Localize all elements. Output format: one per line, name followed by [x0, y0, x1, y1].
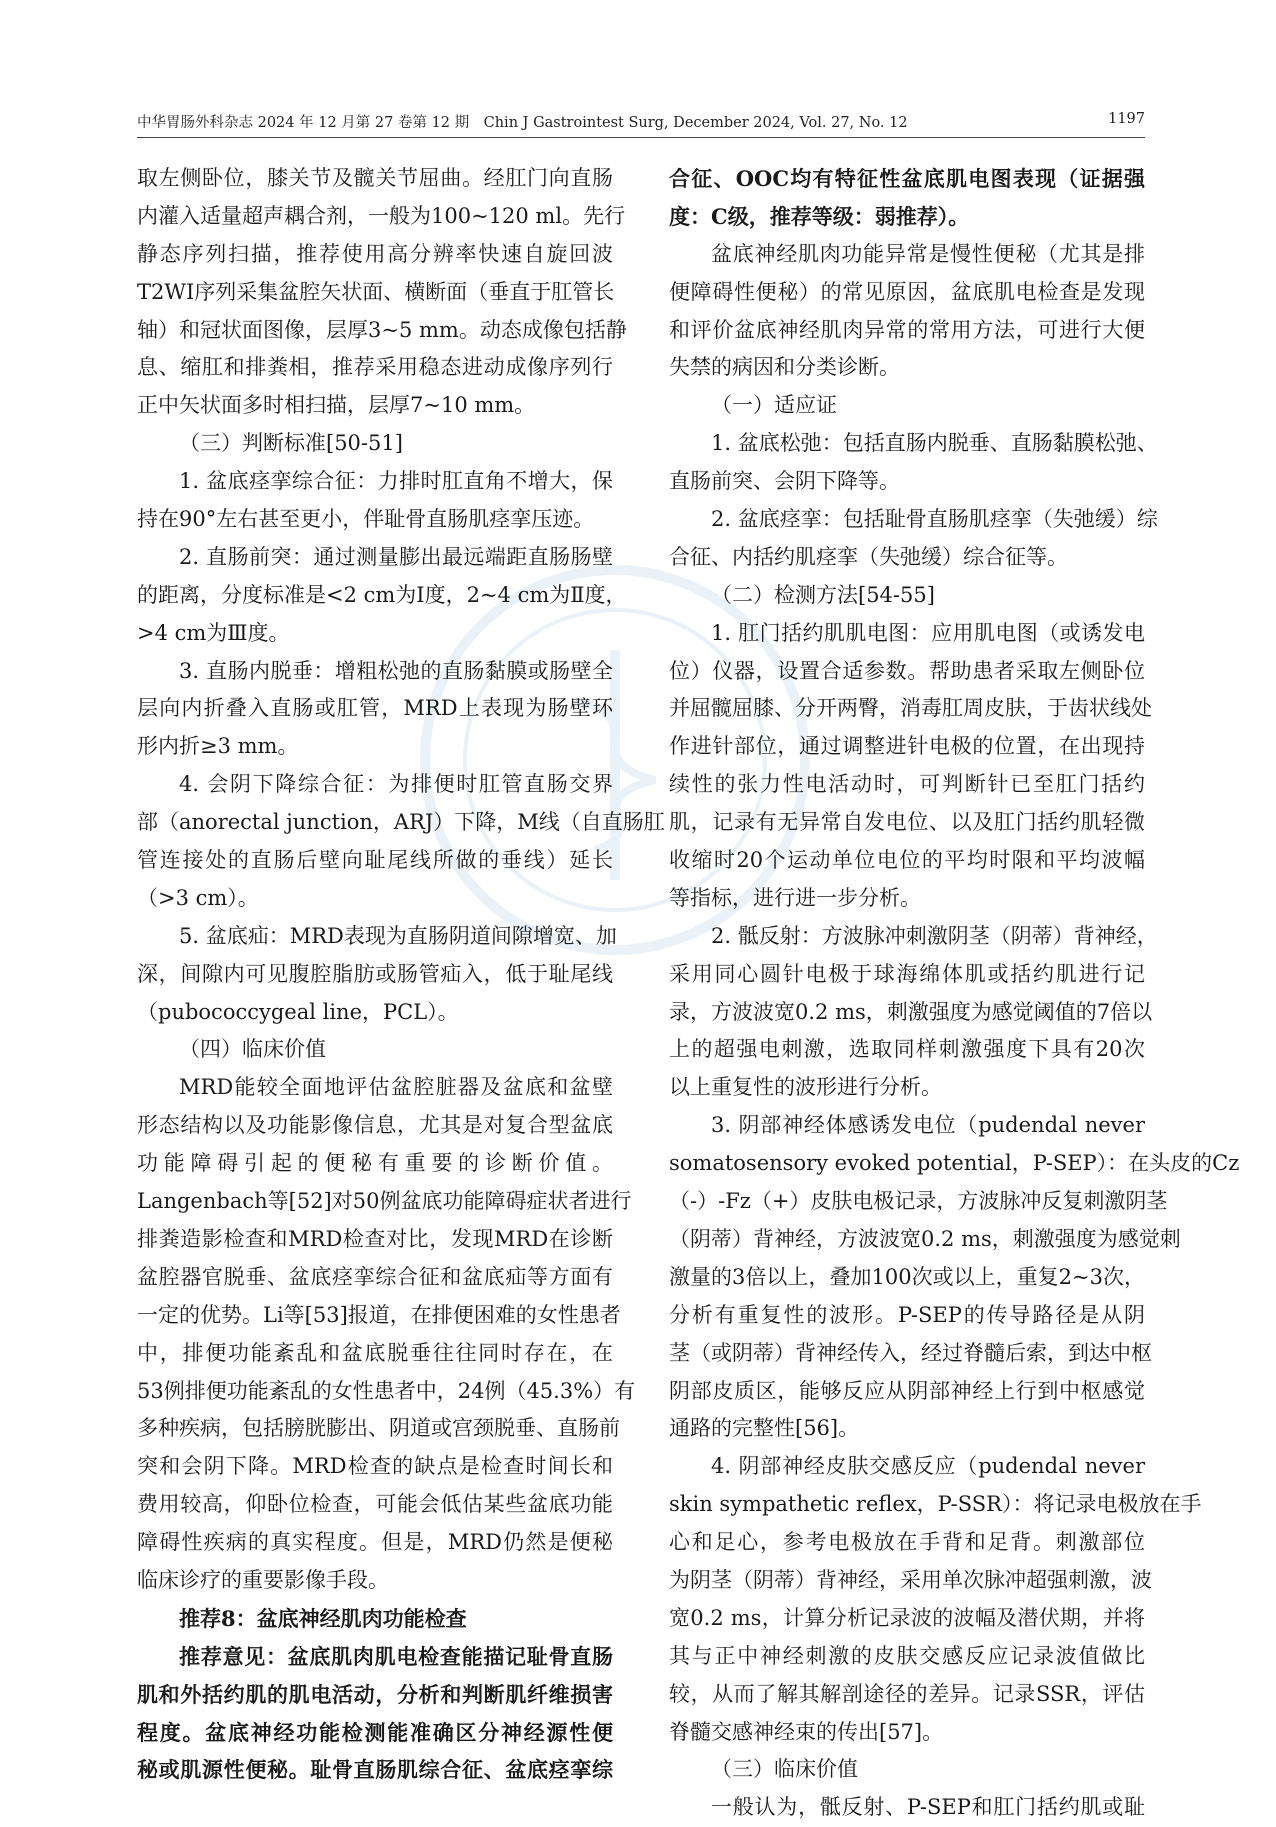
paragraph-line: 盆底神经肌肉功能异常是慢性便秘（尤其是排 — [711, 241, 1145, 266]
paragraph-line: skin sympathetic reflex，P-SSR）：将记录电极放在手 — [669, 1492, 1202, 1517]
paragraph-line: 一定的优势。Li等[53]报道，在排便困难的女性患者 — [137, 1302, 621, 1327]
paragraph-line: 脊髓交感神经束的传出[57]。 — [669, 1719, 944, 1744]
paragraph-line: 3. 阴部神经体感诱发电位（pudendal never — [711, 1113, 1145, 1138]
paragraph-line: 续性的张力性电活动时，可判断针已至肛门括约 — [669, 772, 1145, 797]
paragraph-line: 肌，记录有无异常自发电位、以及肛门括约肌轻微 — [669, 810, 1145, 835]
section-heading: （四）临床价值 — [179, 1037, 326, 1062]
paragraph-line: 内灌入适量超声耦合剂，一般为100~120 ml。先行 — [137, 203, 626, 228]
right-column — [669, 160, 1240, 1827]
header-rule — [137, 137, 1145, 138]
paragraph-line: 53例排便功能紊乱的女性患者中，24例（45.3%）有 — [137, 1378, 636, 1403]
paragraph-line: 一般认为，骶反射、P-SEP和肛门括约肌或耻 — [711, 1795, 1145, 1820]
paragraph-line: 心和足心，参考电极放在手背和足背。刺激部位 — [669, 1530, 1145, 1555]
recommendation-line: 合征、OOC均有特征性盆底肌电图表现（证据强 — [669, 166, 1145, 191]
section-heading: （二）检测方法[54-55] — [711, 582, 935, 607]
recommendation-line: 度：C级，推荐等级：弱推荐）。 — [669, 203, 970, 229]
paragraph-line: 轴）和冠状面图像，层厚3~5 mm。动态成像包括静 — [137, 317, 627, 342]
paragraph-line: 部（anorectal junction，ARJ）下降，M线（自直肠肛 — [137, 810, 665, 835]
recommendation-line: 秘或肌源性便秘。耻骨直肠肌综合征、盆底痉挛综 — [137, 1757, 613, 1783]
paragraph-line: 取左侧卧位，膝关节及髋关节屈曲。经肛门向直肠 — [137, 166, 613, 190]
paragraph-line: 临床诊疗的重要影像手段。 — [137, 1567, 389, 1592]
paragraph-line: 茎（或阴蒂）背神经传入，经过脊髓后索，到达中枢 — [669, 1340, 1152, 1365]
paragraph-line: 管连接处的直肠后壁向耻尾线所做的垂线）延长 — [137, 848, 613, 873]
paragraph-line: 采用同心圆针电极于球海绵体肌或括约肌进行记 — [669, 961, 1145, 986]
paragraph-line: 2. 直肠前突：通过测量膨出最远端距直肠肠壁 — [179, 544, 613, 569]
paragraph-line: （-）-Fz（+）皮肤电极记录，方波脉冲反复刺激阴茎 — [669, 1189, 1168, 1214]
paragraph-line: 作进针部位，通过调整进针电极的位置，在出现持 — [669, 734, 1145, 759]
paragraph-line: （>3 cm）。 — [137, 885, 259, 910]
paragraph-line: 阴部皮质区，能够反应从阴部神经上行到中枢感觉 — [669, 1378, 1145, 1403]
paragraph-line: 形态结构以及功能影像信息，尤其是对复合型盆底 — [137, 1113, 613, 1138]
paragraph-line: 层向内折叠入直肠或肛管，MRD上表现为肠壁环 — [137, 696, 613, 721]
paragraph-line: 直肠前突、会阴下降等。 — [669, 469, 900, 494]
paragraph-line: 为阴茎（阴蒂）背神经，采用单次脉冲超强刺激，波 — [669, 1567, 1152, 1592]
paragraph-line: 功能障碍引起的便秘有重要的诊断价值。 — [137, 1151, 613, 1176]
paragraph-line: 正中矢状面多时相扫描，层厚7~10 mm。 — [137, 393, 536, 418]
paragraph-line: 便障碍性便秘）的常见原因，盆底肌电检查是发现 — [669, 279, 1145, 304]
paragraph-line: （pubococcygeal line，PCL）。 — [137, 999, 459, 1024]
paragraph-line: 4. 阴部神经皮肤交感反应（pudendal never — [711, 1454, 1145, 1479]
recommendation-line: 肌和外括约肌的肌电活动，分析和判断肌纤维损害 — [137, 1681, 613, 1707]
paragraph-line: 形内折≥3 mm。 — [137, 734, 299, 759]
paragraph-line: （阴蒂）背神经，方波波宽0.2 ms，刺激强度为感觉刺 — [669, 1226, 1181, 1251]
paragraph-line: 突和会阴下降。MRD检查的缺点是检查时间长和 — [137, 1454, 613, 1479]
paragraph-line: 费用较高，仰卧位检查，可能会低估某些盆底功能 — [137, 1492, 613, 1517]
section-heading: （三）临床价值 — [711, 1757, 858, 1782]
paragraph-line: 录，方波波宽0.2 ms，刺激强度为感觉阈值的7倍以 — [669, 999, 1153, 1024]
paragraph-line: 失禁的病因和分类诊断。 — [669, 355, 900, 380]
paragraph-line: 4. 会阴下降综合征：为排便时肛管直肠交界 — [179, 772, 613, 797]
paragraph-line: 息、缩肛和排粪相，推荐采用稳态进动成像序列行 — [137, 355, 613, 380]
section-heading: （三）判断标准[50-51] — [179, 431, 403, 456]
recommendation-heading: 推荐8：盆底神经肌肉功能检查 — [179, 1605, 467, 1631]
paragraph-line: >4 cm为Ⅲ度。 — [137, 620, 290, 645]
paragraph-line: 深，间隙内可见腹腔脂肪或肠管疝入，低于耻尾线 — [137, 961, 613, 986]
paragraph-line: 1. 盆底痉挛综合征：力排时肛直角不增大，保 — [179, 469, 613, 494]
section-heading: （一）适应证 — [711, 393, 837, 418]
paragraph-line: 持在90°左右甚至更小，伴耻骨直肠肌痉挛压迹。 — [137, 507, 595, 532]
recommendation-line: 推荐意见：盆底肌肉肌电检查能描记耻骨直肠 — [179, 1643, 613, 1669]
paragraph-line: 1. 盆底松弛：包括直肠内脱垂、直肠黏膜松弛、 — [711, 431, 1158, 456]
paragraph-line: 等指标，进行进一步分析。 — [669, 885, 921, 910]
paragraph-line: MRD能较全面地评估盆腔脏器及盆底和盆壁 — [179, 1075, 613, 1100]
paragraph-line: somatosensory evoked potential，P-SEP）：在头皮的Cz — [669, 1151, 1240, 1176]
paragraph-line: 以上重复性的波形进行分析。 — [669, 1075, 942, 1100]
paragraph-line: 激量的3倍以上，叠加100次或以上，重复2~3次， — [669, 1264, 1145, 1289]
paragraph-line: 静态序列扫描，推荐使用高分辨率快速自旋回波 — [137, 241, 613, 266]
paragraph-line: T2WI序列采集盆腔矢状面、横断面（垂直于肛管长 — [137, 279, 615, 304]
paragraph-line: 3. 直肠内脱垂：增粗松弛的直肠黏膜或肠壁全 — [179, 658, 613, 683]
paragraph-line: 和评价盆底神经肌肉异常的常用方法，可进行大便 — [669, 317, 1145, 342]
paragraph-line: 5. 盆底疝：MRD表现为直肠阴道间隙增宽、加 — [179, 923, 617, 948]
page-number: 1197 — [1108, 111, 1145, 127]
paragraph-line: 上的超强电刺激，选取同样刺激强度下具有20次 — [669, 1037, 1145, 1062]
running-header — [137, 111, 1145, 132]
running-title: 中华胃肠外科杂志 2024 年 12 月第 27 卷第 12 期 Chin J Gastrointest Surg, December 2024, Vol. 27, No. 12 — [137, 115, 908, 131]
paragraph-line: 2. 骶反射：方波脉冲刺激阴茎（阴蒂）背神经， — [711, 923, 1158, 948]
paragraph-line: 盆腔器官脱垂、盆底痉挛综合征和盆底疝等方面有 — [137, 1264, 613, 1289]
paragraph-line: 中，排便功能紊乱和盆底脱垂往往同时存在，在 — [137, 1340, 613, 1365]
paragraph-line: Langenbach等[52]对50例盆底功能障碍症状者进行 — [137, 1189, 632, 1214]
paragraph-line: 较，从而了解其解剖途径的差异。记录SSR，评估 — [669, 1681, 1145, 1706]
paragraph-line: 排粪造影检查和MRD检查对比，发现MRD在诊断 — [137, 1226, 613, 1251]
paragraph-line: 1. 肛门括约肌肌电图：应用肌电图（或诱发电 — [711, 620, 1145, 645]
paragraph-line: 的距离，分度标准是<2 cm为Ⅰ度，2~4 cm为Ⅱ度， — [137, 582, 627, 607]
paragraph-line: 障碍性疾病的真实程度。但是，MRD仍然是便秘 — [137, 1530, 613, 1555]
paragraph-line: 分析有重复性的波形。P-SEP的传导路径是从阴 — [669, 1302, 1145, 1327]
left-column — [137, 160, 665, 1789]
paragraph-line: 合征、内括约肌痉挛（失弛缓）综合征等。 — [669, 544, 1068, 569]
recommendation-line: 程度。盆底神经功能检测能准确区分神经源性便 — [137, 1719, 613, 1745]
paragraph-line: 2. 盆底痉挛：包括耻骨直肠肌痉挛（失弛缓）综 — [711, 507, 1158, 532]
paragraph-line: 位）仪器，设置合适参数。帮助患者采取左侧卧位 — [669, 658, 1145, 683]
paragraph-line: 多种疾病，包括膀胱膨出、阴道或宫颈脱垂、直肠前 — [137, 1416, 620, 1441]
paragraph-line: 并屈髋屈膝、分开两臀，消毒肛周皮肤，于齿状线处 — [669, 696, 1152, 721]
paragraph-line: 其与正中神经刺激的皮肤交感反应记录波值做比 — [669, 1643, 1145, 1668]
paragraph-line: 通路的完整性[56]。 — [669, 1416, 860, 1441]
paragraph-line: 宽0.2 ms，计算分析记录波的波幅及潜伏期，并将 — [669, 1605, 1145, 1630]
paragraph-line: 收缩时20个运动单位电位的平均时限和平均波幅 — [669, 848, 1145, 873]
